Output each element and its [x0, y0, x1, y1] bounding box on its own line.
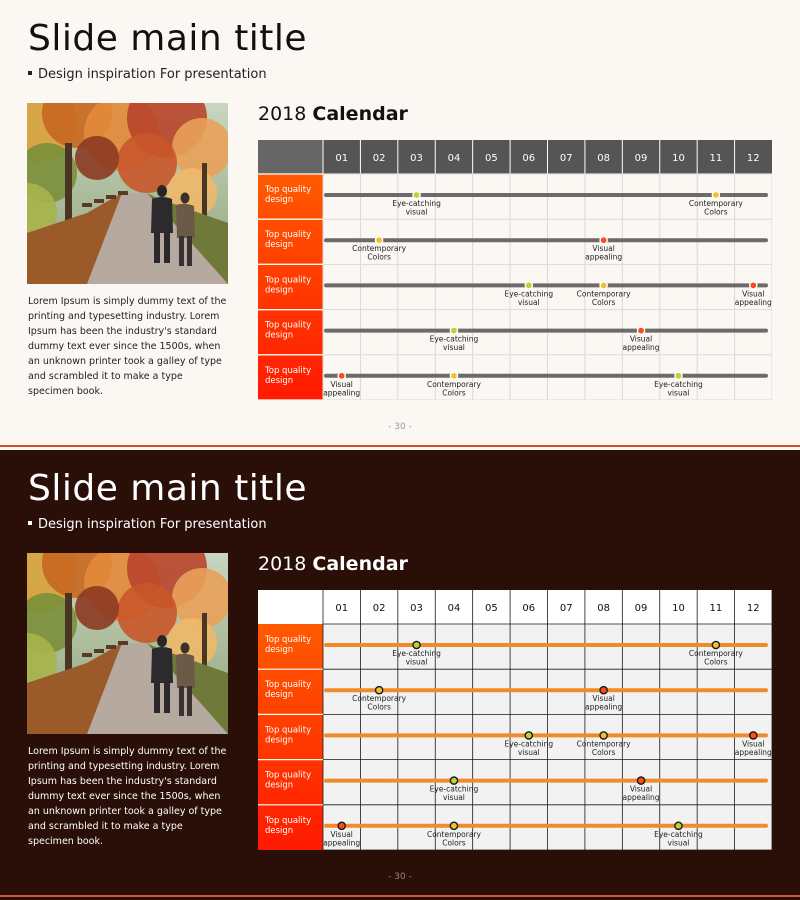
event-label: Visual appealing: [622, 784, 660, 803]
event-label: Contemporary Colors: [426, 379, 481, 398]
event-marker: [450, 327, 457, 334]
event-marker: [338, 372, 345, 379]
month-header: 09: [634, 153, 648, 164]
event-label: Visual appealing: [734, 289, 772, 307]
body-text: Lorem Ipsum is simply dummy text of the printing and typesetting industry. Lorem Ipsum has been the industry's standard dummy text ever since the 1500s, when an unknown printer took a galley of type and scrambled it to make a type specimen book.: [28, 746, 227, 847]
event-marker: [376, 237, 383, 244]
event-marker: [376, 687, 383, 694]
month-header: 12: [746, 153, 760, 164]
event-marker: [675, 372, 682, 379]
calendar-word: Calendar: [312, 553, 408, 575]
page-number: - 30 -: [388, 422, 412, 432]
event-label: Eye-catching visual: [429, 334, 479, 353]
month-header: 02: [372, 153, 386, 164]
calendar-title: [258, 553, 408, 575]
event-label: Eye-catching visual: [654, 379, 703, 398]
month-header: 07: [559, 153, 573, 164]
slide-dark: [0, 450, 800, 900]
month-header: 05: [485, 153, 498, 164]
page-number: - 30 -: [388, 872, 412, 882]
event-label: Eye-catching visual: [504, 739, 554, 757]
event-label: Contemporary Colors: [576, 739, 631, 757]
event-marker: [600, 282, 607, 289]
calendar-year: 2018: [258, 553, 307, 575]
row-label: Top quality design: [265, 725, 312, 746]
bullet-icon: [28, 71, 32, 75]
month-header: 12: [746, 603, 760, 614]
event-marker: [525, 732, 532, 739]
event-marker: [338, 822, 345, 829]
slide-subtitle: [28, 517, 267, 532]
event-marker: [413, 191, 420, 198]
event-label: Contemporary Colors: [688, 649, 743, 667]
calendar-title: [258, 103, 408, 125]
row-label: Top quality design: [265, 275, 312, 296]
month-header: 02: [372, 603, 386, 614]
month-header: 04: [447, 153, 461, 164]
month-header: 11: [709, 153, 723, 164]
row-label: Top quality design: [265, 320, 312, 341]
month-header: 08: [597, 153, 610, 164]
event-label: Eye-catching visual: [429, 784, 479, 803]
month-header: 06: [522, 153, 536, 164]
event-label: Visual appealing: [734, 739, 772, 757]
subtitle-text: Design inspiration For presentation: [38, 517, 267, 532]
event-label: Visual appealing: [323, 829, 361, 848]
event-marker: [637, 327, 644, 334]
event-marker: [413, 641, 420, 648]
event-label: Visual appealing: [622, 334, 660, 353]
autumn-photo: [27, 103, 228, 284]
row-label: Top quality design: [265, 770, 312, 791]
event-label: Visual appealing: [323, 379, 361, 398]
month-header: 03: [410, 603, 423, 614]
month-header: 04: [447, 603, 461, 614]
month-header: 09: [634, 603, 648, 614]
event-marker: [600, 687, 607, 694]
month-header: 01: [335, 153, 349, 164]
slide-title: Slide main title: [28, 468, 308, 509]
month-header: 10: [672, 153, 685, 164]
event-label: Eye-catching visual: [654, 829, 703, 848]
calendar-year: 2018: [258, 103, 307, 125]
event-label: Contemporary Colors: [352, 244, 407, 262]
month-header: 05: [485, 603, 498, 614]
event-marker: [600, 732, 607, 739]
event-marker: [637, 777, 644, 784]
footer-line: [0, 895, 800, 897]
event-marker: [600, 237, 607, 244]
event-label: Contemporary Colors: [426, 829, 481, 848]
row-label: Top quality design: [265, 185, 312, 205]
autumn-photo: [27, 553, 228, 734]
event-marker: [450, 372, 457, 379]
month-header: 10: [672, 603, 685, 614]
row-label: Top quality design: [265, 230, 312, 251]
event-marker: [450, 822, 457, 829]
event-marker: [712, 191, 719, 198]
month-header: 08: [597, 603, 610, 614]
event-marker: [750, 732, 757, 739]
calendar-grid: [258, 140, 772, 400]
event-marker: [525, 282, 532, 289]
event-marker: [712, 641, 719, 648]
event-label: Visual appealing: [585, 244, 623, 262]
month-header: 06: [522, 603, 536, 614]
row-label: Top quality design: [265, 680, 312, 701]
event-marker: [675, 822, 682, 829]
footer-line: [0, 445, 800, 447]
month-header: 11: [709, 603, 723, 614]
subtitle-text: Design inspiration For presentation: [38, 67, 267, 82]
month-header: 01: [335, 603, 349, 614]
slide-title: Slide main title: [28, 18, 308, 59]
event-label: Visual appealing: [585, 694, 623, 712]
calendar-word: Calendar: [312, 103, 408, 125]
event-label: Contemporary Colors: [352, 694, 407, 712]
row-label: Top quality design: [265, 635, 312, 655]
event-label: Eye-catching visual: [392, 649, 441, 667]
event-label: Contemporary Colors: [576, 289, 631, 307]
bullet-icon: [28, 521, 32, 525]
slide-subtitle: [28, 67, 267, 82]
calendar-grid: [258, 590, 772, 850]
month-header: 03: [410, 153, 423, 164]
row-label: Top quality design: [265, 815, 312, 836]
month-header: 07: [559, 603, 573, 614]
body-text: Lorem Ipsum is simply dummy text of the printing and typesetting industry. Lorem Ipsum has been the industry's standard dummy text ever since the 1500s, when an unknown printer took a galley of type and scrambled it to make a type specimen book.: [28, 296, 227, 397]
event-label: Eye-catching visual: [392, 199, 441, 217]
event-label: Contemporary Colors: [688, 199, 743, 217]
event-label: Eye-catching visual: [504, 289, 554, 307]
row-label: Top quality design: [265, 365, 312, 386]
event-marker: [450, 777, 457, 784]
event-marker: [750, 282, 757, 289]
